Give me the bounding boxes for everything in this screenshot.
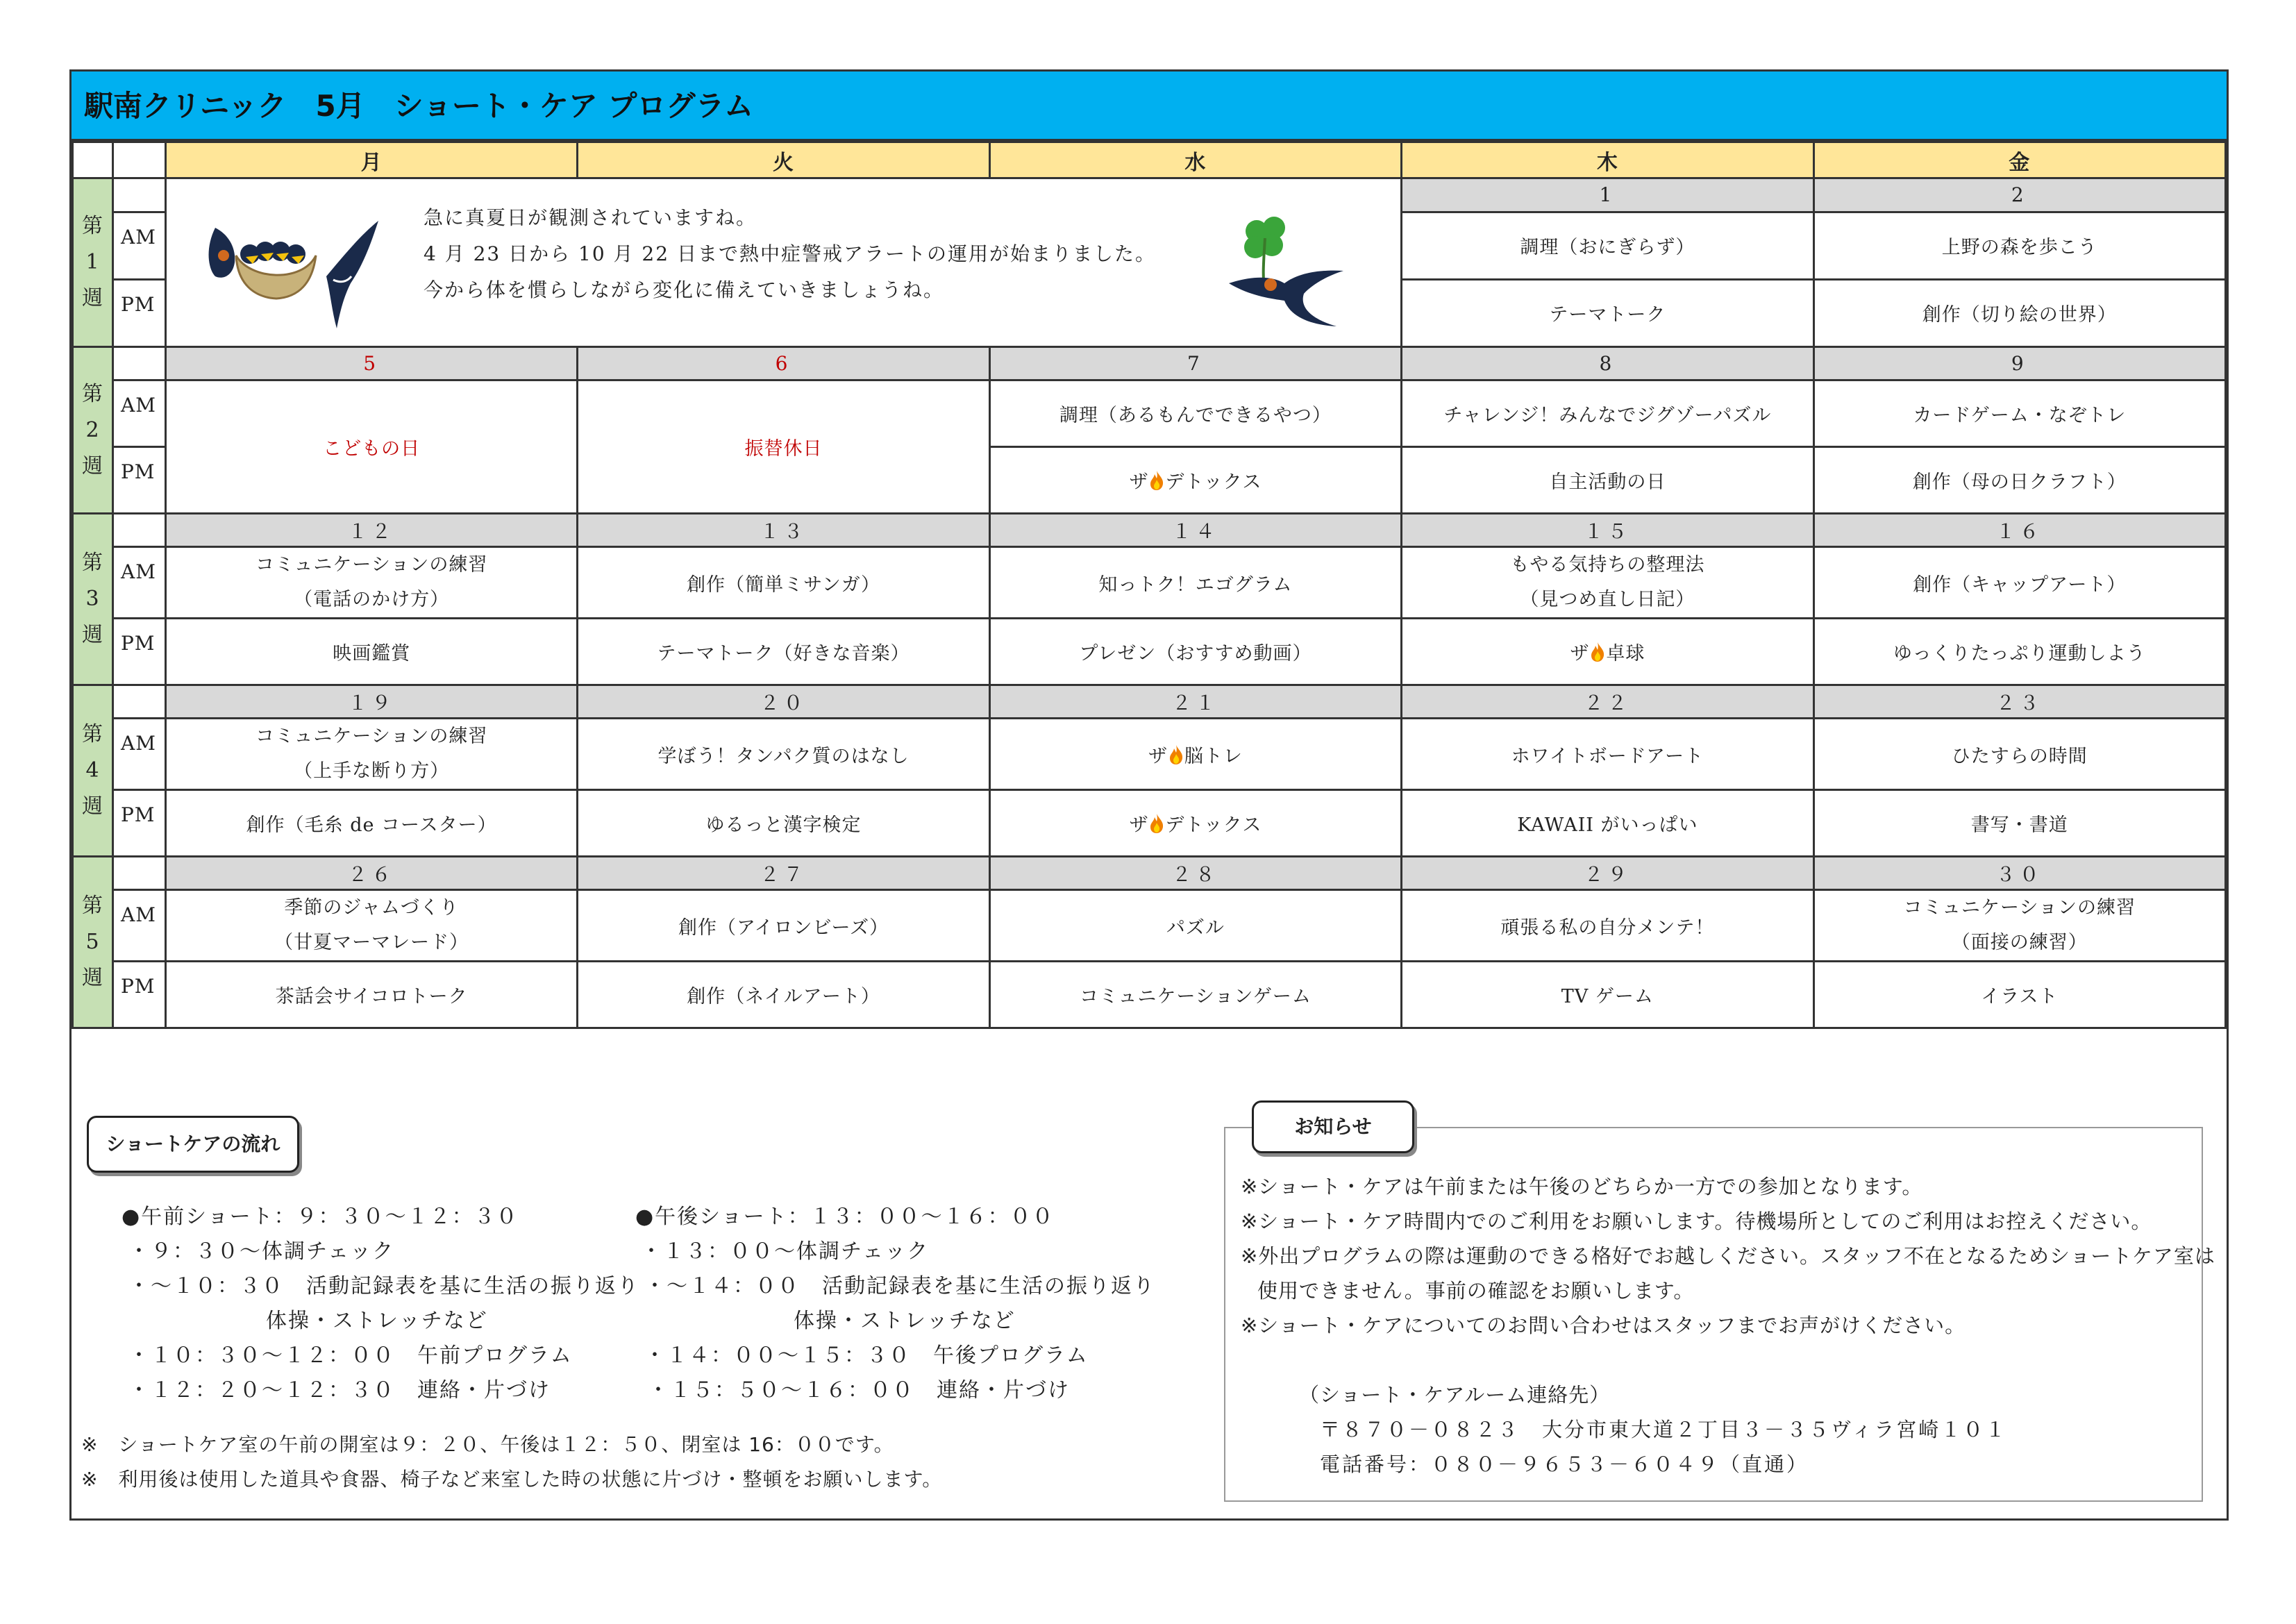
day-header-tue: 火 (578, 142, 989, 178)
program-cell-am-thu: 頑張る私の自分メンテ！ (1402, 890, 1813, 962)
info-section (72, 1085, 2227, 1516)
program-cell-am-fri: カードゲーム・なぞトレ (1813, 380, 2225, 447)
intro-line: 今から体を慣らしながら変化に備えていきましょうね。 (423, 278, 944, 301)
date-row (73, 514, 2226, 547)
date-mon: １２ (165, 514, 577, 547)
pm-label: PM (112, 619, 165, 685)
date-wed: １４ (989, 514, 1401, 547)
day-header-mon: 月 (165, 142, 577, 178)
program-cell-pm-tue: 創作（ネイルアート） (578, 962, 989, 1028)
program-cell-pm-mon: 創作（毛糸 de コースター） (165, 790, 577, 857)
intro-line: 4 月 23 日から 10 月 22 日まで熱中症警戒アラートの運用が始まりました。 (423, 242, 1156, 265)
program-cell-pm-tue: テーマトーク（好きな音楽） (578, 619, 989, 685)
date-fri: １６ (1813, 514, 2225, 547)
schedule-sheet (69, 69, 2229, 1521)
program-cell-pm-fri: 書写・書道 (1813, 790, 2225, 857)
notice-line: ※外出プログラムの際は運動のできる格好でお越しください。スタッフ不在となるためショートケア室は (1241, 1244, 2215, 1268)
program-cell-pm-thu: ザ 卓球 (1402, 619, 1813, 685)
date-row (73, 857, 2226, 890)
blank-cell (112, 857, 165, 890)
fire-icon (1590, 642, 1605, 662)
program-cell-pm-fri: イラスト (1813, 962, 2225, 1028)
program-cell-pm-tue: ゆるっと漢字検定 (578, 790, 989, 857)
pm-row (73, 619, 2226, 685)
flow-pm-line: ・～１４：００ 活動記録表を基に生活の振り返り (644, 1274, 1155, 1298)
program-cell-pm-wed: ザ デトックス (989, 790, 1401, 857)
program-cell-am-thu: 調理（おにぎらず） (1402, 212, 1813, 279)
pm-label: PM (112, 962, 165, 1028)
schedule-body (73, 142, 2226, 1028)
flow-am-line: ・１０：３０～１２：００ 午前プログラム (128, 1343, 573, 1368)
corner-cell (73, 142, 113, 178)
week-label: 第 4 週 (73, 685, 113, 857)
notice-heading: お知らせ (1252, 1100, 1414, 1153)
program-cell-am-fri: 上野の森を歩こう (1813, 212, 2225, 279)
program-cell-am-mon: コミュニケーションの練習 （電話のかけ方） (165, 547, 577, 619)
program-cell-pm-mon: 茶話会サイコロトーク (165, 962, 577, 1028)
holiday-cell: 振替休日 (578, 380, 989, 514)
date-wed: 7 (989, 347, 1401, 380)
program-cell-pm-thu: TV ゲーム (1402, 962, 1813, 1028)
day-header-fri: 金 (1813, 142, 2225, 178)
date-row (73, 685, 2226, 719)
contact-phone: 電話番号：０８０－９６５３－６０４９（直通） (1320, 1453, 1809, 1476)
pm-label: PM (112, 447, 165, 514)
date-thu: 1 (1402, 178, 1813, 212)
date-fri: ３０ (1813, 857, 2225, 890)
clover-swallow-illustration (1222, 207, 1347, 337)
program-cell-am-wed: パズル (989, 890, 1401, 962)
week-label: 第 1 週 (73, 178, 113, 347)
flow-am-line: 体操・ストレッチなど (266, 1309, 488, 1333)
date-thu: 8 (1402, 347, 1813, 380)
program-cell-am-wed: 調理（あるもんでできるやつ） (989, 380, 1401, 447)
corner-cell (112, 142, 165, 178)
page-title: 駅南クリニック 5月 ショート・ケア プログラム (72, 72, 2227, 141)
flow-pm-line: ・１４：００～１５：３０ 午後プログラム (644, 1343, 1089, 1368)
am-label: AM (112, 212, 165, 279)
program-cell-am-thu: チャレンジ！みんなでジグゾーパズル (1402, 380, 1813, 447)
notice-box (1224, 1127, 2215, 1502)
program-cell-pm-thu: 自主活動の日 (1402, 447, 1813, 514)
pm-label: PM (112, 790, 165, 857)
flow-pm-line: 体操・ストレッチなど (794, 1309, 1016, 1333)
program-cell-am-wed: ザ 脳トレ (989, 719, 1401, 790)
day-header-wed: 水 (989, 142, 1401, 178)
flow-pm-line: ●午後ショート：１３：００～１６：００ (635, 1205, 1055, 1229)
flow-pm-line: ・１３：００～体調チェック (641, 1239, 930, 1264)
contact-address: 〒８７０－０８２３ 大分市東大道２丁目３－３５ヴィラ宮崎１０１ (1320, 1418, 2008, 1441)
blank-cell (112, 514, 165, 547)
week-label: 第 5 週 (73, 857, 113, 1028)
day-header-thu: 木 (1402, 142, 1813, 178)
date-thu: １５ (1402, 514, 1813, 547)
program-cell-pm-wed: プレゼン（おすすめ動画） (989, 619, 1401, 685)
blank-cell (112, 347, 165, 380)
fire-icon (1149, 470, 1164, 491)
program-cell-am-thu: ホワイトボードアート (1402, 719, 1813, 790)
program-cell-pm-wed: ザ デトックス (989, 447, 1401, 514)
program-cell-am-fri: コミュニケーションの練習 （面接の練習） (1813, 890, 2225, 962)
program-cell-am-fri: ひたすらの時間 (1813, 719, 2225, 790)
pm-row (73, 962, 2226, 1028)
date-fri: ２３ (1813, 685, 2225, 719)
intro-text (424, 200, 1156, 308)
fire-icon (1149, 813, 1164, 834)
notice-line: ※ショート・ケア時間内でのご利用をお願いします。待機場所としてのご利用はお控えください。 (1241, 1209, 2152, 1233)
am-row (73, 380, 2226, 447)
swallow-nest-illustration (194, 214, 382, 337)
date-row (73, 347, 2226, 380)
schedule-table (72, 141, 2227, 1029)
program-cell-am-tue: 創作（アイロンビーズ） (578, 890, 989, 962)
day-header-row (73, 142, 2226, 178)
flow-am-line: ・～１０：３０ 活動記録表を基に生活の振り返り (128, 1274, 639, 1298)
date-tue: １３ (578, 514, 989, 547)
program-cell-am-mon: 季節のジャムづくり （甘夏マーマレード） (165, 890, 577, 962)
date-fri: 9 (1813, 347, 2225, 380)
week-label: 第 3 週 (73, 514, 113, 685)
am-row (73, 890, 2226, 962)
flow-heading: ショートケアの流れ (87, 1116, 299, 1173)
am-row (73, 719, 2226, 790)
program-cell-pm-fri: ゆっくりたっぷり運動しよう (1813, 619, 2225, 685)
flow-am-line: ・１２：２０～１２：３０ 連絡・片づけ (128, 1378, 551, 1403)
flow-note: ※ ショートケア室の午前の開室は９：２０、午後は１２：５０、閉室は 16：００です。 (81, 1433, 894, 1456)
date-wed: ２８ (989, 857, 1401, 890)
date-tue: ２０ (578, 685, 989, 719)
date-row (73, 178, 2226, 212)
program-cell-pm-thu: テーマトーク (1402, 279, 1813, 346)
program-cell-am-tue: 創作（簡単ミサンガ） (578, 547, 989, 619)
program-cell-am-wed: 知っトク！エゴグラム (989, 547, 1401, 619)
am-label: AM (112, 719, 165, 790)
am-label: AM (112, 380, 165, 447)
program-cell-pm-wed: コミュニケーションゲーム (989, 962, 1401, 1028)
program-cell-am-tue: 学ぼう！タンパク質のはなし (578, 719, 989, 790)
date-mon: 5 (165, 347, 577, 380)
date-mon: ２６ (165, 857, 577, 890)
notice-line: 使用できません。事前の確認をお願いします。 (1257, 1279, 1695, 1303)
program-cell-am-mon: コミュニケーションの練習 （上手な断り方） (165, 719, 577, 790)
program-cell-am-thu: もやる気持ちの整理法 （見つめ直し日記） (1402, 547, 1813, 619)
date-mon: １９ (165, 685, 577, 719)
notice-line: ※ショート・ケアは午前または午後のどちらか一方での参加となります。 (1241, 1175, 1923, 1198)
contact-title: （ショート・ケアルーム連絡先） (1299, 1383, 1611, 1407)
flow-pm-line: ・１５：５０～１６：００ 連絡・片づけ (648, 1378, 1070, 1403)
am-label: AM (112, 890, 165, 962)
program-cell-pm-fri: 創作（切り絵の世界） (1813, 279, 2225, 346)
blank-cell (112, 178, 165, 212)
week-label: 第 2 週 (73, 347, 113, 514)
am-row (73, 547, 2226, 619)
holiday-cell: こどもの日 (165, 380, 577, 514)
flow-am-line: ・９：３０～体調チェック (128, 1239, 395, 1264)
program-cell-pm-thu: KAWAII がいっぱい (1402, 790, 1813, 857)
date-tue: ２７ (578, 857, 989, 890)
program-cell-pm-fri: 創作（母の日クラフト） (1813, 447, 2225, 514)
flow-am-line: ●午前ショート：９：３０～１２：３０ (121, 1205, 519, 1229)
program-cell-pm-mon: 映画鑑賞 (165, 619, 577, 685)
intro-message (165, 178, 1401, 347)
date-thu: ２２ (1402, 685, 1813, 719)
date-wed: ２１ (989, 685, 1401, 719)
date-fri: 2 (1813, 178, 2225, 212)
pm-row (73, 790, 2226, 857)
program-cell-am-fri: 創作（キャップアート） (1813, 547, 2225, 619)
fire-icon (1168, 744, 1184, 765)
date-tue: 6 (578, 347, 989, 380)
blank-cell (112, 685, 165, 719)
flow-note: ※ 利用後は使用した道具や食器、椅子など来室した時の状態に片づけ・整頓をお願いします。 (81, 1468, 943, 1491)
intro-line: 急に真夏日が観測されていますね。 (423, 206, 757, 229)
am-label: AM (112, 547, 165, 619)
pm-label: PM (112, 279, 165, 346)
date-thu: ２９ (1402, 857, 1813, 890)
notice-line: ※ショート・ケアについてのお問い合わせはスタッフまでお声がけください。 (1241, 1314, 1966, 1337)
